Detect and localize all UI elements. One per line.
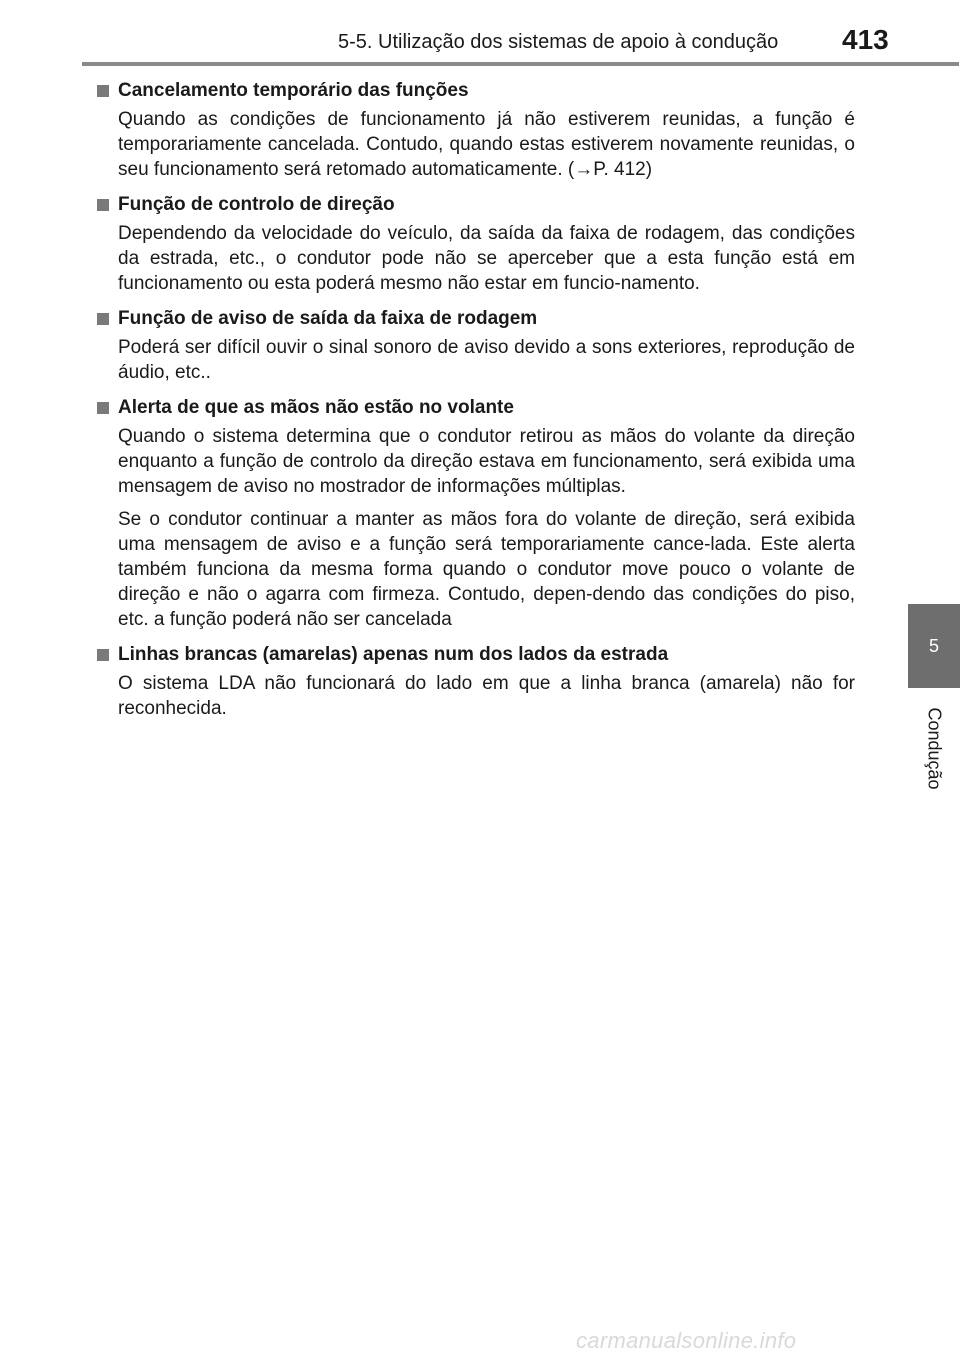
chapter-label-container <box>921 700 947 796</box>
section-heading <box>97 306 855 331</box>
section-heading <box>97 395 855 420</box>
section-heading-text: Linhas brancas (amarelas) apenas num dos lados da estrada <box>118 644 669 665</box>
section-paragraph: Quando o sistema determina que o condutor retirou as mãos do volante da direção enquanto a função de controlo da direção estava em funcionamento, será exibida uma mensagem de aviso no mostrador de informações múltiplas. <box>118 426 855 497</box>
square-bullet-icon <box>97 85 109 97</box>
section-lane-departure-warning <box>97 306 855 385</box>
section-hands-off-alert <box>97 395 855 632</box>
section-temporary-cancel <box>97 78 855 182</box>
chapter-label: Condução <box>924 706 945 790</box>
square-bullet-icon <box>97 313 109 325</box>
square-bullet-icon <box>97 649 109 661</box>
section-heading <box>97 78 855 103</box>
watermark[interactable]: carmanualsonline.info <box>576 1328 797 1353</box>
section-paragraph: Dependendo da velocidade do veículo, da saída da faixa de rodagem, das condições da estrada, etc., o condutor pode não se aperceber que a esta função está em funcionamento ou esta poderá mesmo não estar em funcio-namento. <box>118 223 855 294</box>
section-heading-text: Função de aviso de saída da faixa de rodagem <box>118 308 538 329</box>
section-heading-text: Alerta de que as mãos não estão no volante <box>118 397 514 418</box>
section-heading <box>97 642 855 667</box>
square-bullet-icon <box>97 199 109 211</box>
header-divider <box>82 62 959 66</box>
section-steering-control <box>97 192 855 296</box>
square-bullet-icon <box>97 402 109 414</box>
main-content <box>97 78 855 731</box>
running-header: 5-5. Utilização dos sistemas de apoio à condução <box>338 31 779 53</box>
page-number: 413 <box>842 24 889 55</box>
section-heading-text: Função de controlo de direção <box>118 194 395 215</box>
chapter-tab <box>908 604 960 688</box>
section-paragraph: Se o condutor continuar a manter as mãos fora do volante de direção, será exibida uma mensagem de aviso e a função será temporariamente cance-lada. Este alerta também funciona da mesma forma quando o condutor move pouco o volante de direção e não o agarra com firmeza. Contudo, depen-dendo das condições do piso, etc. a função poderá não ser cancelada <box>118 509 855 630</box>
section-heading-text: Cancelamento temporário das funções <box>118 80 469 101</box>
section-single-side-lines <box>97 642 855 721</box>
section-paragraph: Poderá ser difícil ouvir o sinal sonoro de aviso devido a sons exteriores, reprodução de áudio, etc.. <box>118 337 855 383</box>
section-paragraph: O sistema LDA não funcionará do lado em que a linha branca (amarela) não for reconhecida. <box>118 673 855 719</box>
section-paragraph: Quando as condições de funcionamento já não estiverem reunidas, a função é temporariamente cancelada. Contudo, quando estas estiverem novamente reunidas, o seu funcionamento será retomado automaticamente. (→P. 412) <box>118 109 855 180</box>
chapter-number: 5 <box>928 635 939 656</box>
section-heading <box>97 192 855 217</box>
